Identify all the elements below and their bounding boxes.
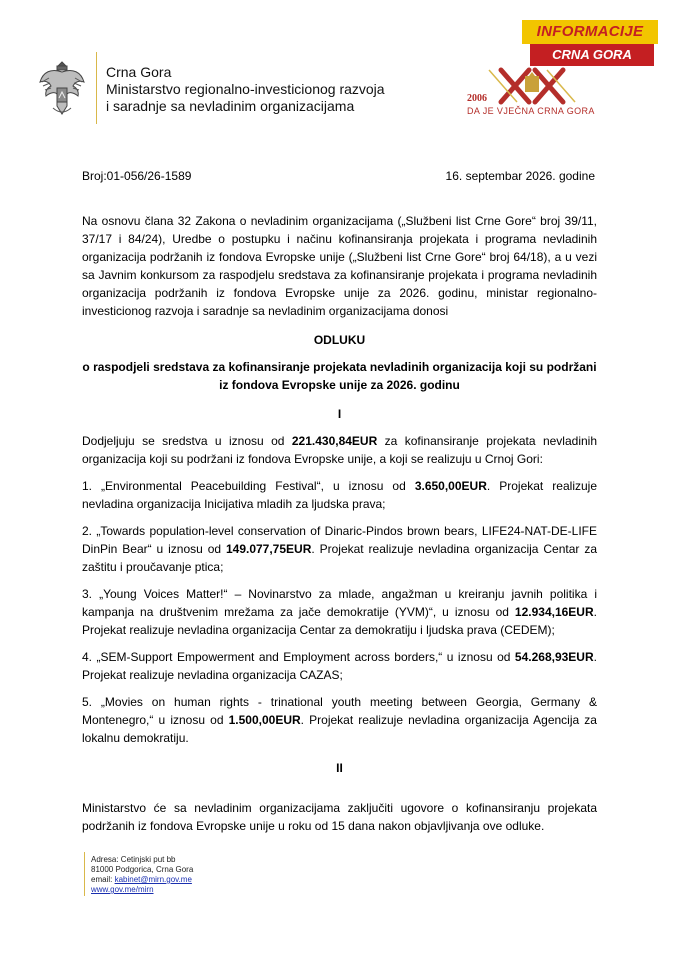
address-line: Adresa: Cetinjski put bb: [91, 855, 176, 864]
decision-title: ODLUKU: [313, 333, 366, 347]
section-2-heading: II: [336, 761, 343, 775]
document-body: [82, 212, 597, 846]
section-2-paragraph: Ministarstvo će sa nevladinim organizacijama zaključiti ugovore o kofinansiranju projekata podržanih iz fondova Evropske unije u roku od 15 dana nakon objavljivanja ove odluke.: [82, 801, 597, 833]
website-line: [91, 885, 193, 895]
item-amount: 1.500,00EUR: [228, 713, 301, 727]
footer-divider: [84, 852, 85, 896]
document-date: 16. septembar 2026. godine: [445, 169, 595, 183]
email-line: email: kabinet@mirn.gov.me: [91, 875, 192, 884]
intro-paragraph: Na osnovu člana 32 Zakona o nevladinim organizacijama („Službeni list Crne Gore“ broj 39/11, 37/17 i 84/24), Uredbe o postupku i načinu kofinansiranja projekata i programa nevladinih organizacija podržanih iz fondova Evropske unije („Službeni list Crne Gore“ broj 64/18), a u vezi sa Javnim konkursom za raspodjelu sredstava za kofinansiranje projekata i programa nevladinih organizacija podržanih iz fondova Evropske unije za 2026. godinu, ministar regionalno-investicionog razvoja i saradnje sa nevladinim organizacijama donosi: [82, 214, 597, 318]
total-amount: 221.430,84EUR: [291, 434, 378, 448]
list-item: 3. „Young Voices Matter!“ – Novinarstvo za mlade, angažman u kreiranju javnih politika i kampanja na društvenim mrežama za jače demokratije (YVM)“, u iznosu od 12.934,16EUR. Projekat realizuje nevladina organizacija Centar za demokratiju i ljudska prava (CEDEM);: [82, 587, 597, 637]
list-item: 5. „Movies on human rights - trinational youth meeting between Georgia, Germany & Montenegro,“ u iznosu od 1.500,00EUR. Projekat realizuje nevladina organizacija Agencija za lokalnu demokratiju.: [82, 695, 597, 745]
list-item: 1. „Environmental Peacebuilding Festival“, u iznosu od 3.650,00EUR. Projekat realizuje nevladina organizacija Inicijativa mladih za ljudska prava;: [82, 479, 597, 511]
ministry-name-line2: i saradnje sa nevladinim organizacijama: [106, 98, 355, 114]
ministry-name-line1: Ministarstvo regionalno-investicionog razvoja: [106, 81, 385, 97]
list-item: 2. „Towards population-level conservation of Dinaric-Pindos brown bears, LIFE24-NAT-DE-LIFE DinPin Bear“ u iznosu od 149.077,75EUR. Projekat realizuje nevladina organizacija Centar za zaštitu i proučavanje ptica;: [82, 524, 597, 574]
item-amount: 54.268,93EUR: [514, 650, 594, 664]
coat-of-arms-icon: [37, 58, 87, 118]
website-link[interactable]: www.gov.me/mirn: [91, 885, 154, 894]
city-line: 81000 Podgorica, Crna Gora: [91, 865, 194, 874]
anniversary-year: 2006: [467, 93, 487, 104]
document-number: Broj:01-056/26-1589: [82, 169, 192, 183]
list-item: 4. „SEM-Support Empowerment and Employment across borders,“ u iznosu od 54.268,93EUR. Projekat realizuje nevladina organizacija CAZAS;: [82, 650, 597, 682]
section-1-lead: Dodjeljuju se sredstva u iznosu od 221.430,84EUR za kofinansiranje projekata nevladinih organizacija koji su podržani iz fondova Evropske unije, a koji se realizuju u Crnoj Gori:: [82, 434, 598, 466]
decision-subtitle: o raspodjeli sredstava za kofinansiranje projekata nevladinih organizacija koji su podržani iz fondova Evropske unije za 2026. godinu: [82, 360, 597, 392]
header-divider: [96, 52, 97, 124]
item-amount: 149.077,75EUR: [225, 542, 312, 556]
badge-bottom: CRNA GORA: [530, 44, 654, 66]
badge-top: INFORMACIJE: [522, 20, 658, 44]
anniversary-slogan: DA JE VJEČNA CRNA GORA: [467, 106, 595, 116]
item-amount: 3.650,00EUR: [414, 479, 487, 493]
section-1-heading: I: [337, 407, 342, 421]
ministry-name: [106, 64, 385, 115]
item-amount: 12.934,16EUR: [514, 605, 594, 619]
anniversary-logo: [459, 58, 659, 148]
country-name: Crna Gora: [106, 64, 172, 80]
email-link[interactable]: kabinet@mirn.gov.me: [114, 875, 192, 884]
footer-address: [91, 855, 193, 895]
